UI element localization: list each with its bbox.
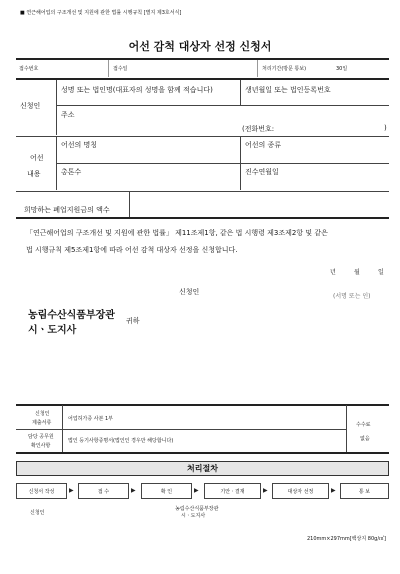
actor-office-line-1: 농림수산식품부장관 — [175, 506, 219, 512]
step-application — [16, 483, 67, 499]
arrow-right-icon: ▶ — [69, 487, 74, 494]
attachments-top-border — [16, 404, 389, 406]
receipt-no-label: 접수번호 — [19, 66, 39, 72]
divider — [56, 163, 389, 164]
vessel-type-label: 어선의 종류 — [245, 141, 282, 149]
form-title: 어선 감척 대상자 선정 신청서 — [128, 40, 272, 53]
applicant-birth-label: 생년월일 또는 법인등록번호 — [245, 86, 331, 94]
step-receipt — [78, 483, 129, 499]
divider — [16, 429, 346, 430]
signature-note: (서명 또는 인) — [333, 293, 371, 300]
statement-line-1: 「연근해어업의 구조개선 및 지원에 관한 법률」 제11조제1항, 같은 법 시행령 제3조제2항 및 같은 — [26, 229, 328, 237]
procedure-title-bar — [16, 461, 389, 476]
statement-line-2: 법 시행규칙 제5조제1항에 따라 어선 감척 대상자 선정을 신청합니다. — [26, 246, 238, 254]
step-label: 대상자 선정 — [287, 488, 314, 495]
receipt-bottom-border — [16, 78, 389, 80]
step-selection — [272, 483, 329, 499]
divider — [56, 105, 389, 106]
arrow-right-icon: ▶ — [131, 487, 136, 494]
compensation-label: 희망하는 폐업지원금의 액수 — [24, 206, 110, 214]
attachments-docs-value: 어업허가증 사본 1부 — [68, 416, 114, 422]
date-day: 일 — [378, 269, 384, 276]
step-review — [141, 483, 192, 499]
attachments-check-value: 법인 등기사항증명서(법인인 경우만 해당합니다) — [68, 438, 174, 444]
step-label: 접 수 — [97, 488, 110, 495]
divider — [240, 80, 241, 105]
divider — [346, 405, 347, 452]
launch-date-label: 진수연월일 — [245, 168, 279, 176]
step-approval — [204, 483, 261, 499]
vessel-section-label: 어선 — [30, 154, 44, 162]
phone-close: ) — [384, 124, 387, 132]
address-label: 주소 — [61, 111, 75, 119]
arrow-right-icon: ▶ — [331, 487, 336, 494]
step-label: 통 보 — [358, 488, 371, 495]
signature-applicant-label: 신청인 — [179, 288, 200, 296]
step-label: 확 인 — [160, 488, 173, 495]
attachments-bottom-border — [16, 452, 389, 454]
actor-applicant: 신청인 — [30, 510, 45, 516]
arrow-right-icon: ▶ — [263, 487, 268, 494]
vessel-section-label-2: 내용 — [27, 170, 41, 178]
arrow-right-icon: ▶ — [194, 487, 199, 494]
processing-period-label: 처리기간(방문 통보) — [262, 66, 307, 72]
receipt-date-label: 접수일 — [113, 66, 128, 72]
processing-period-value: 30일 — [336, 66, 348, 72]
table-top-border — [16, 58, 389, 60]
attachments-officer-label: 담당 공무원 — [28, 434, 54, 440]
recipient-line-2: 시ㆍ도지사 — [28, 325, 77, 336]
vessel-name-label: 어선의 명칭 — [61, 141, 98, 149]
attachments-check-label: 확인사항 — [31, 443, 51, 449]
attachments-applicant-label: 신청인 — [35, 411, 50, 417]
divider — [56, 80, 57, 135]
divider — [129, 192, 130, 217]
divider — [108, 60, 109, 77]
step-label: 신청서 작성 — [28, 488, 55, 495]
divider — [257, 60, 258, 77]
tonnage-label: 총톤수 — [61, 168, 82, 176]
recipient-suffix: 귀하 — [126, 317, 140, 325]
divider — [16, 191, 389, 192]
attachments-docs-label: 제출서류 — [32, 420, 52, 426]
actor-office-line-2: 시ㆍ도지사 — [181, 513, 206, 519]
fee-label: 수수료 — [356, 422, 371, 428]
date-month: 월 — [354, 269, 360, 276]
date-year: 년 — [330, 269, 336, 276]
paper-spec: 210mm×297mm[백상지 80g/㎡] — [307, 536, 386, 542]
applicant-name-label: 성명 또는 법인명(대표자의 성명을 함께 적습니다) — [61, 86, 213, 94]
divider — [16, 136, 389, 137]
section-bottom-border — [16, 217, 389, 219]
law-reference: ■ 연근해어업의 구조개선 및 지원에 관한 법률 시행규칙 [별지 제3호서식] — [20, 10, 182, 16]
fee-value: 없음 — [360, 436, 370, 442]
step-label: 기안ㆍ결재 — [220, 488, 245, 495]
applicant-section-label: 신청인 — [20, 102, 41, 110]
step-notification — [340, 483, 389, 499]
recipient-line-1: 농림수산식품부장관 — [28, 310, 115, 321]
procedure-title: 처리절차 — [187, 464, 218, 473]
phone-label: (전화번호: — [242, 125, 275, 133]
